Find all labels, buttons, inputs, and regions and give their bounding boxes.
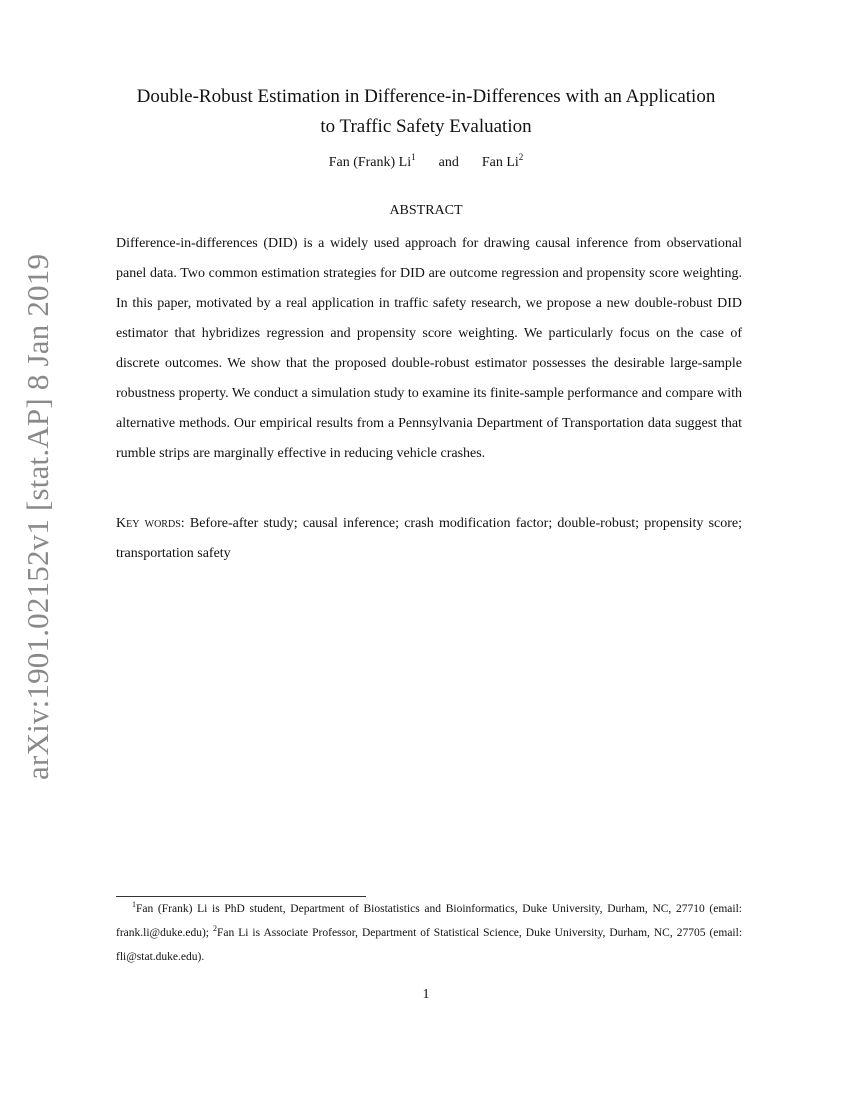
author-list bbox=[110, 153, 742, 173]
footnote-1-text: Fan (Frank) Li is PhD student, Department of Biostatistics and Bioinformatics, Duke University, Durham, NC, 27710 (email: frank.li@duke.edu); bbox=[116, 903, 742, 939]
keywords-text: Before-after study; causal inference; crash modification factor; double-robust; propensity score; transportation safety bbox=[116, 516, 743, 561]
keywords bbox=[116, 509, 742, 569]
keywords-label: Key words: bbox=[116, 516, 185, 531]
title-line-2: to Traffic Safety Evaluation bbox=[320, 116, 532, 137]
footnote-2-text: Fan Li is Associate Professor, Department of Statistical Science, Duke University, Durham, NC, 27705 (email: fli@stat.duke.edu). bbox=[116, 927, 743, 963]
author-1-name: Fan (Frank) Li bbox=[328, 155, 412, 170]
author-1-affiliation-mark: 1 bbox=[411, 152, 416, 162]
paper-title bbox=[110, 82, 742, 142]
footnotes bbox=[116, 897, 742, 969]
footnote-2-mark: 2 bbox=[212, 924, 217, 933]
abstract-body: Difference-in-differences (DID) is a widely used approach for drawing causal inference from observational panel data. Two common estimation strategies for DID are outcome regression and propensity score weighting. In this paper, motivated by a real application in traffic safety research, we propose a new double-robust DID estimator that hybridizes regression and propensity score weighting. We particularly focus on the case of discrete outcomes. We show that the proposed double-robust estimator possesses the desirable large-sample robustness property. We conduct a simulation study to examine its finite-sample performance and compare with alternative methods. Our empirical results from a Pennsylvania Department of Transportation data suggest that rumble strips are marginally effective in reducing vehicle crashes. bbox=[116, 236, 742, 461]
author-2-name: Fan Li bbox=[481, 155, 519, 170]
footnote-1-mark: 1 bbox=[132, 900, 136, 909]
title-line-1: Double-Robust Estimation in Difference-in-Differences with an Application bbox=[136, 86, 716, 107]
author-2-affiliation-mark: 2 bbox=[518, 152, 524, 162]
page-number: 1 bbox=[422, 987, 430, 1002]
author-conjunction: and bbox=[438, 155, 459, 170]
arxiv-stamp: arXiv:1901.02152v1 [stat.AP] 8 Jan 2019 bbox=[20, 253, 55, 780]
abstract-heading: ABSTRACT bbox=[389, 203, 463, 218]
